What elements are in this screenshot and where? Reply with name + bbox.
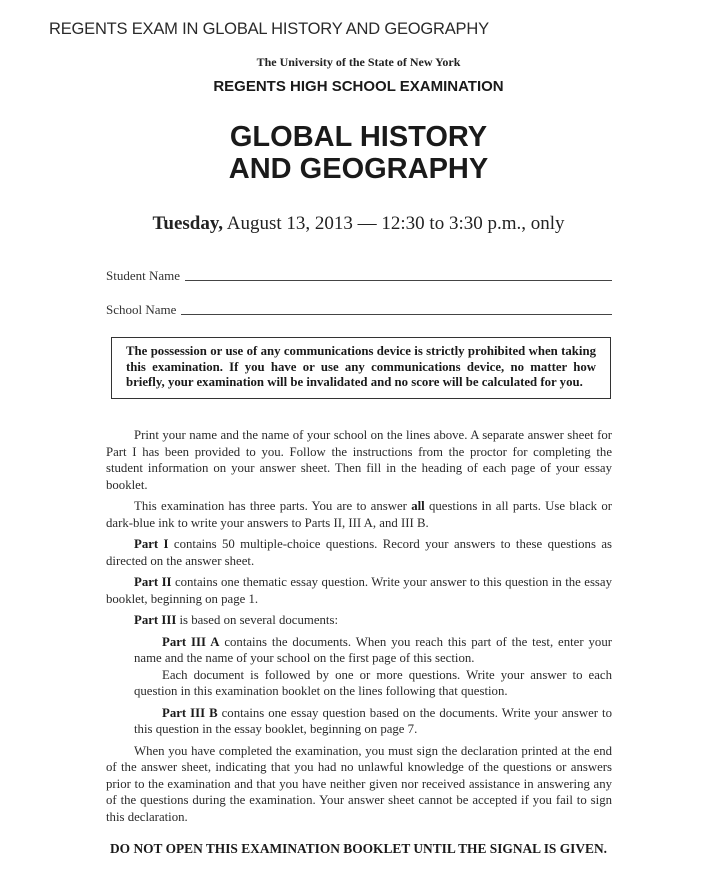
part-i-description: Part I contains 50 multiple-choice questions. Record your answers to these questions as directed on the answer sheet. bbox=[106, 537, 612, 568]
exam-title-line2: AND GEOGRAPHY bbox=[228, 153, 489, 185]
exam-date-time: August 13, 2013 — 12:30 to 3:30 p.m., only bbox=[223, 213, 565, 234]
student-name-field[interactable] bbox=[106, 268, 612, 284]
declaration-instruction: When you have completed the examination, you must sign the declaration printed at the end of the answer sheet, indicating that you had no unlawful knowledge of the questions or answers prior to the examination and that you have neither given nor received assistance in answering any of the questions during the examination. Your answer sheet cannot be accepted if you fail to sign this declaration. bbox=[106, 743, 612, 824]
exam-date-day: Tuesday, bbox=[152, 213, 224, 234]
school-name-label: School Name bbox=[106, 302, 177, 317]
part-iii-a-documents-note: Each document is followed by one or more questions. Write your answer to each question in this examination booklet on the lines following that question. bbox=[134, 667, 612, 698]
university-name: The University of the State of New York bbox=[256, 55, 461, 69]
exam-date bbox=[0, 213, 717, 235]
school-name-field[interactable] bbox=[106, 302, 612, 318]
document-header-label: REGENTS EXAM IN GLOBAL HISTORY AND GEOGRAPHY bbox=[49, 20, 489, 38]
exam-title-line1: GLOBAL HISTORY bbox=[229, 121, 488, 153]
instruction-paragraph: Print your name and the name of your school on the lines above. A separate answer sheet for Part I has been provided to you. Follow the instructions from the proctor for completing the student information on your answer sheet. Then fill in the heading of each page of your essay booklet. bbox=[106, 428, 612, 492]
student-name-line[interactable] bbox=[185, 268, 612, 281]
school-name-line[interactable] bbox=[181, 302, 612, 315]
student-name-label: Student Name bbox=[106, 268, 181, 283]
part-iii-a-description: Part III A contains the documents. When you reach this part of the test, enter your name and the name of your school on the first page of this section. bbox=[134, 634, 612, 665]
part-iii-b-description: Part III B contains one essay question based on the documents. Write your answer to this question in the essay booklet, beginning on page 7. bbox=[134, 705, 613, 736]
part-iii-description: Part III is based on several documents: bbox=[134, 613, 338, 627]
part-ii-description: Part II contains one thematic essay question. Write your answer to this question in the essay booklet, beginning on page 1. bbox=[106, 575, 612, 606]
exam-type-heading: REGENTS HIGH SCHOOL EXAMINATION bbox=[213, 78, 504, 95]
exam-title bbox=[0, 121, 717, 185]
do-not-open-notice: DO NOT OPEN THIS EXAMINATION BOOKLET UNTIL THE SIGNAL IS GIVEN. bbox=[110, 841, 607, 856]
instructions bbox=[106, 427, 612, 825]
instruction-paragraph: This examination has three parts. You are to answer all questions in all parts. Use black or dark-blue ink to write your answers to Parts II, III A, and III B. bbox=[106, 499, 612, 530]
part-iii-subsections bbox=[106, 634, 612, 738]
communications-device-warning: The possession or use of any communications device is strictly prohibited when taking this examination. If you have or use any communications device, no matter how briefly, your examination will be invalidated and no score will be calculated for you. bbox=[111, 337, 611, 399]
